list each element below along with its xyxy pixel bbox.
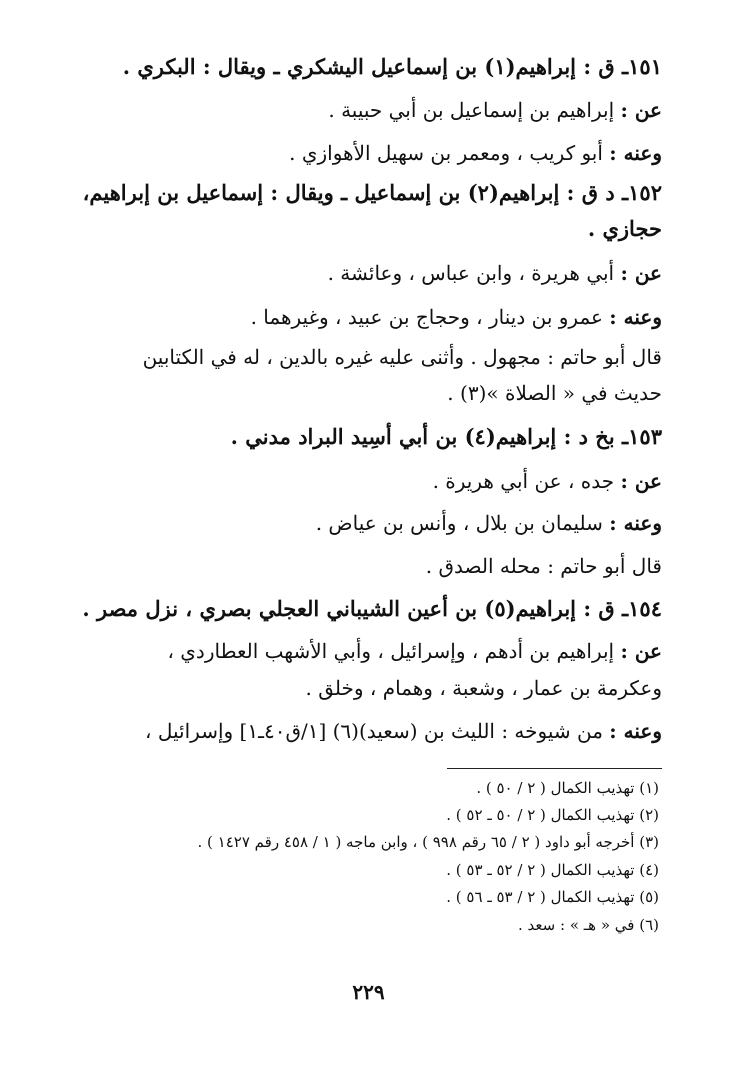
footnote-5: (٥) تهذيب الكمال ( ٢ / ٥٣ ـ ٥٦ ) . <box>446 888 659 906</box>
from-cont-text: وعكرمة بن عمار ، وشعبة ، وهمام ، وخلق . <box>305 676 662 700</box>
from-label: عن : <box>620 261 662 285</box>
from-label: عن : <box>620 98 662 122</box>
entry-153-to <box>72 508 662 538</box>
entry-152-note-2: حديث في « الصلاة »(٣) . <box>447 381 662 405</box>
entry-152-from <box>72 258 662 288</box>
to-label: وعنه : <box>609 719 662 743</box>
entry-152-heading: ١٥٢ـ د ق : إبراهيم(٢) بن إسماعيل ـ ويقال : إسماعيل بن إبراهيم، <box>82 180 662 205</box>
entry-151-to <box>72 138 662 168</box>
entry-154-from <box>72 636 662 666</box>
entry-153-heading: ١٥٣ـ بخ د : إبراهيم(٤) بن أبي أسِيد البراد مدني . <box>230 424 662 449</box>
to-text: عمرو بن دينار ، وحجاج بن عبيد ، وغيرهما . <box>250 305 603 329</box>
from-label: عن : <box>620 639 662 663</box>
footnote-3: (٣) أخرجه أبو داود ( ٢ / ٦٥ رقم ٩٩٨ ) ، وابن ماجه ( ١ / ٤٥٨ رقم ١٤٢٧ ) . <box>197 833 659 851</box>
from-text: إبراهيم بن إسماعيل بن أبي حبيبة . <box>328 98 615 122</box>
from-label: عن : <box>620 469 662 493</box>
footnote-2: (٢) تهذيب الكمال ( ٢ / ٥٠ ـ ٥٢ ) . <box>446 806 659 824</box>
to-label: وعنه : <box>609 511 662 535</box>
entry-152-note-1: قال أبو حاتم : مجهول . وأثنى عليه غيره بالدين ، له في الكتابين <box>142 345 662 369</box>
entry-154-heading: ١٥٤ـ ق : إبراهيم(٥) بن أعين الشيباني العجلي بصري ، نزل مصر . <box>82 596 662 621</box>
to-text: سليمان بن بلال ، وأنس بن عياض . <box>315 511 603 535</box>
to-label: وعنه : <box>609 141 662 165</box>
entry-154-from-cont <box>72 673 662 703</box>
page-number: ٢٢٩ <box>352 980 385 1004</box>
from-text: أبي هريرة ، وابن عباس ، وعائشة . <box>327 261 615 285</box>
entry-151-from <box>72 95 662 125</box>
entry-153-from <box>72 466 662 496</box>
footnote-separator <box>447 768 662 769</box>
entry-153-note-1: قال أبو حاتم : محله الصدق . <box>425 554 662 578</box>
entry-151-heading: ١٥١ـ ق : إبراهيم(١) بن إسماعيل اليشكري ـ ويقال : البكري . <box>122 54 662 79</box>
from-text: جده ، عن أبي هريرة . <box>432 469 615 493</box>
footnote-4: (٤) تهذيب الكمال ( ٢ / ٥٢ ـ ٥٣ ) . <box>446 861 659 879</box>
entry-154-to <box>72 716 662 746</box>
footnote-1: (١) تهذيب الكمال ( ٢ / ٥٠ ) . <box>476 779 659 797</box>
entry-152-to <box>72 302 662 332</box>
to-text: أبو كريب ، ومعمر بن سهيل الأهوازي . <box>289 141 603 165</box>
to-text: من شيوخه : الليث بن (سعيد)(٦) [١/ق٤٠ـ١] وإسرائيل ، <box>145 719 603 743</box>
from-text: إبراهيم بن أدهم ، وإسرائيل ، وأبي الأشهب العطاردي ، <box>167 639 615 663</box>
footnote-6: (٦) في « هـ » : سعد . <box>518 916 659 934</box>
to-label: وعنه : <box>609 305 662 329</box>
entry-152-heading-cont: حجازي . <box>587 216 662 241</box>
